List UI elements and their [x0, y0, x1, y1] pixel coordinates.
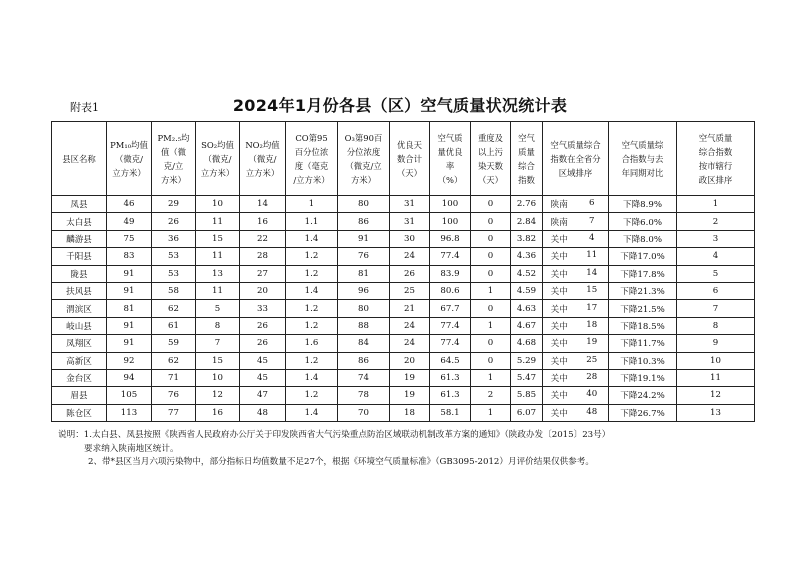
table-cell: 26 [152, 213, 196, 230]
province-rank: 28 [586, 372, 598, 383]
table-cell: 88 [338, 317, 390, 334]
column-header-line: 质量 [518, 146, 535, 157]
table-cell: 下降8.9% [609, 196, 677, 213]
table-cell: 31 [390, 196, 430, 213]
table-row [52, 404, 755, 421]
province-rank: 25 [586, 354, 598, 365]
table-cell: 1.2 [286, 387, 338, 404]
table-cell: 0 [471, 300, 511, 317]
column-header-8 [430, 122, 471, 196]
table-cell: 77 [152, 404, 196, 421]
table-cell: 1.2 [286, 300, 338, 317]
table-cell: 84 [338, 335, 390, 352]
region-label: 关中 [550, 269, 568, 280]
table-cell: 下降18.5% [609, 317, 677, 334]
table-cell: 0 [471, 352, 511, 369]
table-cell: 下降10.3% [609, 352, 677, 369]
column-header-line: SO₂均值 [201, 139, 234, 150]
table-cell: 45 [240, 352, 286, 369]
region-label: 关中 [550, 321, 568, 332]
table-cell: 46 [107, 196, 152, 213]
column-header-line: 空气质量综 [621, 139, 664, 150]
table-cell: 47 [240, 387, 286, 404]
table-cell: 1.1 [286, 213, 338, 230]
table-cell: 2.76 [511, 196, 543, 213]
column-header-line: 空气 [518, 132, 535, 143]
table-cell: 83 [107, 248, 152, 265]
table-cell: 4.63 [511, 300, 543, 317]
region-label: 关中 [550, 356, 568, 367]
region-rank-cell [543, 335, 609, 352]
table-cell: 24 [390, 335, 430, 352]
table-cell: 86 [338, 213, 390, 230]
table-cell: 96.8 [430, 230, 471, 247]
table-cell: 105 [107, 387, 152, 404]
table-row [52, 387, 755, 404]
county-name-cell: 千阳县 [52, 248, 107, 265]
table-cell: 31 [390, 213, 430, 230]
table-cell: 下降21.5% [609, 300, 677, 317]
column-header-line: 值（微 [160, 146, 187, 157]
note-line-1: 说明：1.太白县、凤县按照《陕西省人民政府办公厅关于印发陕西省大气污染重点防治区域联动机制改革方案的通知》（陕政办发〔2015〕23号） [58, 430, 611, 440]
column-header-line: 量优良 [437, 146, 463, 157]
table-cell: 94 [107, 369, 152, 386]
table-cell: 91 [107, 282, 152, 299]
table-cell: 1.2 [286, 352, 338, 369]
county-name-cell: 高新区 [52, 352, 107, 369]
table-cell: 45 [240, 369, 286, 386]
column-header-line: PM₁₀均值 [110, 139, 148, 150]
column-header-line: 综合 [518, 160, 535, 171]
column-header-line: 空气质量 [698, 132, 733, 143]
table-cell: 92 [107, 352, 152, 369]
table-cell: 1 [677, 196, 755, 213]
table-cell: 80.6 [430, 282, 471, 299]
county-name-cell: 渭滨区 [52, 300, 107, 317]
table-cell: 4.68 [511, 335, 543, 352]
table-cell: 36 [152, 230, 196, 247]
county-name-cell: 陈仓区 [52, 404, 107, 421]
province-rank: 19 [586, 337, 598, 348]
table-cell: 4 [677, 248, 755, 265]
table-cell: 61 [152, 317, 196, 334]
table-cell: 0 [471, 196, 511, 213]
table-cell: 6.07 [511, 404, 543, 421]
province-rank: 7 [589, 215, 595, 226]
air-quality-table [51, 121, 755, 422]
table-cell: 19 [390, 369, 430, 386]
column-header-line: PM₂.₅均 [157, 132, 190, 143]
table-cell: 76 [338, 248, 390, 265]
table-cell: 20 [240, 282, 286, 299]
column-header-line: （天） [477, 174, 504, 185]
region-label: 关中 [550, 408, 568, 419]
notes-section [58, 429, 758, 470]
column-header-line: （微克/ [248, 153, 277, 164]
column-header-line: （%） [437, 174, 463, 185]
column-header-line: NO₂均值 [245, 139, 280, 150]
table-cell: 4.67 [511, 317, 543, 334]
table-cell: 下降8.0% [609, 230, 677, 247]
column-header-line: （微克/ [115, 153, 143, 164]
table-cell: 21 [390, 300, 430, 317]
region-rank-cell [543, 369, 609, 386]
table-cell: 74 [338, 369, 390, 386]
table-cell: 1.4 [286, 230, 338, 247]
table-cell: 1 [471, 369, 511, 386]
table-cell: 91 [107, 335, 152, 352]
column-header-line: 按市辖行 [698, 160, 733, 171]
column-header-line: 合指数与去 [621, 153, 664, 164]
column-header-9 [471, 122, 511, 196]
table-cell: 10 [677, 352, 755, 369]
table-cell: 0 [471, 335, 511, 352]
table-cell: 61.3 [430, 387, 471, 404]
table-cell: 83.9 [430, 265, 471, 282]
table-cell: 48 [240, 404, 286, 421]
column-header-line: 克/立 [163, 160, 184, 171]
table-cell: 25 [390, 282, 430, 299]
table-cell: 7 [196, 335, 240, 352]
table-cell: 6 [677, 282, 755, 299]
table-cell: 11 [677, 369, 755, 386]
column-header-line: （微克/立 [345, 160, 382, 171]
column-header-12 [609, 122, 677, 196]
county-name-cell: 岐山县 [52, 317, 107, 334]
region-rank-cell [543, 300, 609, 317]
table-cell: 64.5 [430, 352, 471, 369]
region-rank-cell [543, 404, 609, 421]
column-header-line: 分位浓度 [346, 146, 381, 157]
table-cell: 61.3 [430, 369, 471, 386]
county-name-cell: 眉县 [52, 387, 107, 404]
table-cell: 100 [430, 213, 471, 230]
region-rank-cell [543, 265, 609, 282]
table-cell: 下降17.0% [609, 248, 677, 265]
table-cell: 1 [471, 282, 511, 299]
column-header-7 [390, 122, 430, 196]
table-row [52, 282, 755, 299]
table-cell: 9 [677, 335, 755, 352]
table-row [52, 248, 755, 265]
column-header-line: 空气质 [437, 132, 463, 143]
region-rank-cell [543, 352, 609, 369]
table-cell: 1.4 [286, 404, 338, 421]
table-cell: 59 [152, 335, 196, 352]
table-cell: 5.47 [511, 369, 543, 386]
region-label: 关中 [550, 374, 568, 385]
table-cell: 3 [677, 230, 755, 247]
table-cell: 1.4 [286, 369, 338, 386]
region-label: 关中 [550, 304, 568, 315]
column-header-6 [338, 122, 390, 196]
table-cell: 80 [338, 196, 390, 213]
column-header-line: 政区排序 [698, 174, 733, 185]
province-rank: 15 [586, 285, 598, 296]
table-cell: 30 [390, 230, 430, 247]
table-cell: 2 [677, 213, 755, 230]
table-cell: 58.1 [430, 404, 471, 421]
table-row [52, 352, 755, 369]
table-cell: 77.4 [430, 335, 471, 352]
table-cell: 1 [471, 404, 511, 421]
table-cell: 91 [107, 265, 152, 282]
column-header-line: 年同期对比 [621, 167, 664, 178]
table-row [52, 230, 755, 247]
region-rank-cell [543, 230, 609, 247]
column-header-5 [286, 122, 338, 196]
table-cell: 11 [196, 213, 240, 230]
table-cell: 4.36 [511, 248, 543, 265]
table-cell: 下降26.7% [609, 404, 677, 421]
table-cell: 4.59 [511, 282, 543, 299]
region-label: 陕南 [550, 200, 568, 211]
table-cell: 下降24.2% [609, 387, 677, 404]
table-cell: 5 [196, 300, 240, 317]
column-header-10 [511, 122, 543, 196]
table-row [52, 369, 755, 386]
region-label: 关中 [550, 391, 568, 402]
column-header-line: 立方米） [245, 167, 280, 178]
region-label: 关中 [550, 287, 568, 298]
province-rank: 6 [589, 198, 595, 209]
column-header-line: 优良天 [396, 139, 423, 150]
table-cell: 75 [107, 230, 152, 247]
region-rank-cell [543, 317, 609, 334]
column-header-line: 数合计 [396, 153, 423, 164]
region-rank-cell [543, 213, 609, 230]
table-cell: 26 [390, 265, 430, 282]
table-cell: 12 [196, 387, 240, 404]
column-header-line: （天） [396, 167, 423, 178]
column-header-line: 率 [445, 160, 455, 171]
table-row [52, 300, 755, 317]
table-cell: 33 [240, 300, 286, 317]
county-name-cell: 金台区 [52, 369, 107, 386]
table-row [52, 213, 755, 230]
table-cell: 96 [338, 282, 390, 299]
column-header-line: 百分位浓 [294, 146, 329, 157]
table-cell: 15 [196, 352, 240, 369]
column-header-1 [107, 122, 152, 196]
table-cell: 5.85 [511, 387, 543, 404]
table-cell: 0 [471, 230, 511, 247]
table-cell: 81 [338, 265, 390, 282]
county-name-cell: 太白县 [52, 213, 107, 230]
region-rank-cell [543, 196, 609, 213]
table-row [52, 317, 755, 334]
appendix-label: 附表1 [70, 101, 99, 114]
table-row [52, 265, 755, 282]
table-cell: 71 [152, 369, 196, 386]
column-header-line: 区域排序 [558, 167, 593, 178]
region-rank-cell [543, 282, 609, 299]
column-header-line: 立方米） [200, 167, 235, 178]
county-name-cell: 陇县 [52, 265, 107, 282]
note-line-1-cont: 要求纳入陕南地区统计。 [84, 443, 179, 454]
table-cell: 67.7 [430, 300, 471, 317]
table-cell: 28 [240, 248, 286, 265]
column-header-line: 县区名称 [62, 153, 96, 164]
table-cell: 10 [196, 196, 240, 213]
table-cell: 53 [152, 248, 196, 265]
table-cell: 2.84 [511, 213, 543, 230]
province-rank: 48 [586, 406, 598, 417]
table-cell: 18 [390, 404, 430, 421]
table-cell: 76 [152, 387, 196, 404]
region-label: 关中 [550, 339, 568, 350]
table-cell: 91 [107, 317, 152, 334]
table-cell: 2 [471, 387, 511, 404]
table-cell: 1 [471, 317, 511, 334]
table-cell: 1.4 [286, 282, 338, 299]
county-name-cell: 麟游县 [52, 230, 107, 247]
column-header-line: 指数 [518, 174, 535, 185]
table-cell: 1.2 [286, 317, 338, 334]
table-cell: 26 [240, 317, 286, 334]
column-header-13 [677, 122, 755, 196]
table-cell: 13 [196, 265, 240, 282]
column-header-line: /立方米） [293, 174, 330, 185]
table-cell: 8 [196, 317, 240, 334]
column-header-line: 重度及 [477, 132, 504, 143]
table-cell: 49 [107, 213, 152, 230]
table-cell: 16 [196, 404, 240, 421]
region-label: 关中 [550, 234, 568, 245]
table-cell: 77.4 [430, 248, 471, 265]
region-label: 关中 [550, 252, 568, 263]
table-cell: 1.6 [286, 335, 338, 352]
table-cell: 80 [338, 300, 390, 317]
table-cell: 4.52 [511, 265, 543, 282]
table-cell: 19 [390, 387, 430, 404]
table-cell: 24 [390, 317, 430, 334]
column-header-line: CO第95 [295, 132, 328, 143]
table-cell: 下降21.3% [609, 282, 677, 299]
column-header-4 [240, 122, 286, 196]
column-header-line: O₃第90百 [344, 132, 383, 143]
table-cell: 15 [196, 230, 240, 247]
column-header-0 [52, 122, 107, 196]
table-cell: 20 [390, 352, 430, 369]
column-header-line: 空气质量综合 [550, 139, 601, 150]
table-cell: 1 [286, 196, 338, 213]
province-rank: 11 [586, 250, 598, 261]
table-cell: 下降11.7% [609, 335, 677, 352]
table-cell: 16 [240, 213, 286, 230]
table-cell: 58 [152, 282, 196, 299]
region-rank-cell [543, 248, 609, 265]
table-cell: 0 [471, 265, 511, 282]
table-cell: 100 [430, 196, 471, 213]
province-rank: 17 [586, 302, 598, 313]
table-cell: 下降17.8% [609, 265, 677, 282]
table-cell: 22 [240, 230, 286, 247]
column-header-line: 立方米） [112, 167, 146, 178]
table-cell: 5.29 [511, 352, 543, 369]
table-cell: 11 [196, 248, 240, 265]
province-rank: 14 [586, 267, 598, 278]
column-header-line: （微克/ [203, 153, 232, 164]
column-header-line: 指数在全省分 [550, 153, 601, 164]
table-cell: 5 [677, 265, 755, 282]
table-cell: 113 [107, 404, 152, 421]
table-cell: 10 [196, 369, 240, 386]
region-rank-cell [543, 387, 609, 404]
column-header-line: 方米） [160, 174, 187, 185]
table-cell: 12 [677, 387, 755, 404]
note-line-2: 2、带*县区当月六项污染物中，部分指标日均值数量不足27个，根据《环境空气质量标准》（GB3095-2012）月评价结果仅供参考。 [88, 457, 594, 467]
table-cell: 11 [196, 282, 240, 299]
column-header-11 [543, 122, 609, 196]
table-cell: 0 [471, 213, 511, 230]
table-cell: 24 [390, 248, 430, 265]
table-cell: 3.82 [511, 230, 543, 247]
table-cell: 26 [240, 335, 286, 352]
table-cell: 53 [152, 265, 196, 282]
region-label: 陕南 [550, 217, 568, 228]
column-header-line: 度（毫克 [294, 160, 329, 171]
table-cell: 81 [107, 300, 152, 317]
column-header-line: 方米） [350, 174, 377, 185]
table-cell: 1.2 [286, 248, 338, 265]
table-cell: 78 [338, 387, 390, 404]
table-cell: 91 [338, 230, 390, 247]
table-cell: 14 [240, 196, 286, 213]
column-header-line: 染天数 [477, 160, 504, 171]
province-rank: 18 [586, 319, 598, 330]
county-name-cell: 凤翔区 [52, 335, 107, 352]
table-cell: 下降19.1% [609, 369, 677, 386]
table-cell: 27 [240, 265, 286, 282]
province-rank: 40 [586, 389, 598, 400]
table-body [52, 196, 755, 422]
table-cell: 70 [338, 404, 390, 421]
table-row [52, 196, 755, 213]
table-header-row [52, 122, 755, 196]
table-cell: 13 [677, 404, 755, 421]
column-header-2 [152, 122, 196, 196]
table-cell: 8 [677, 317, 755, 334]
table-cell: 62 [152, 300, 196, 317]
table-row [52, 335, 755, 352]
table-cell: 62 [152, 352, 196, 369]
column-header-line: 综合指数 [698, 146, 733, 157]
table-title: 2024年1月份各县（区）空气质量状况统计表 [232, 96, 568, 115]
province-rank: 4 [589, 232, 595, 243]
table-cell: 86 [338, 352, 390, 369]
county-name-cell: 凤县 [52, 196, 107, 213]
table-cell: 0 [471, 248, 511, 265]
column-header-3 [196, 122, 240, 196]
table-cell: 1.2 [286, 265, 338, 282]
table-cell: 下降6.0% [609, 213, 677, 230]
column-header-line: 以上污 [477, 146, 504, 157]
table-cell: 7 [677, 300, 755, 317]
table-cell: 77.4 [430, 317, 471, 334]
county-name-cell: 扶风县 [52, 282, 107, 299]
table-cell: 29 [152, 196, 196, 213]
